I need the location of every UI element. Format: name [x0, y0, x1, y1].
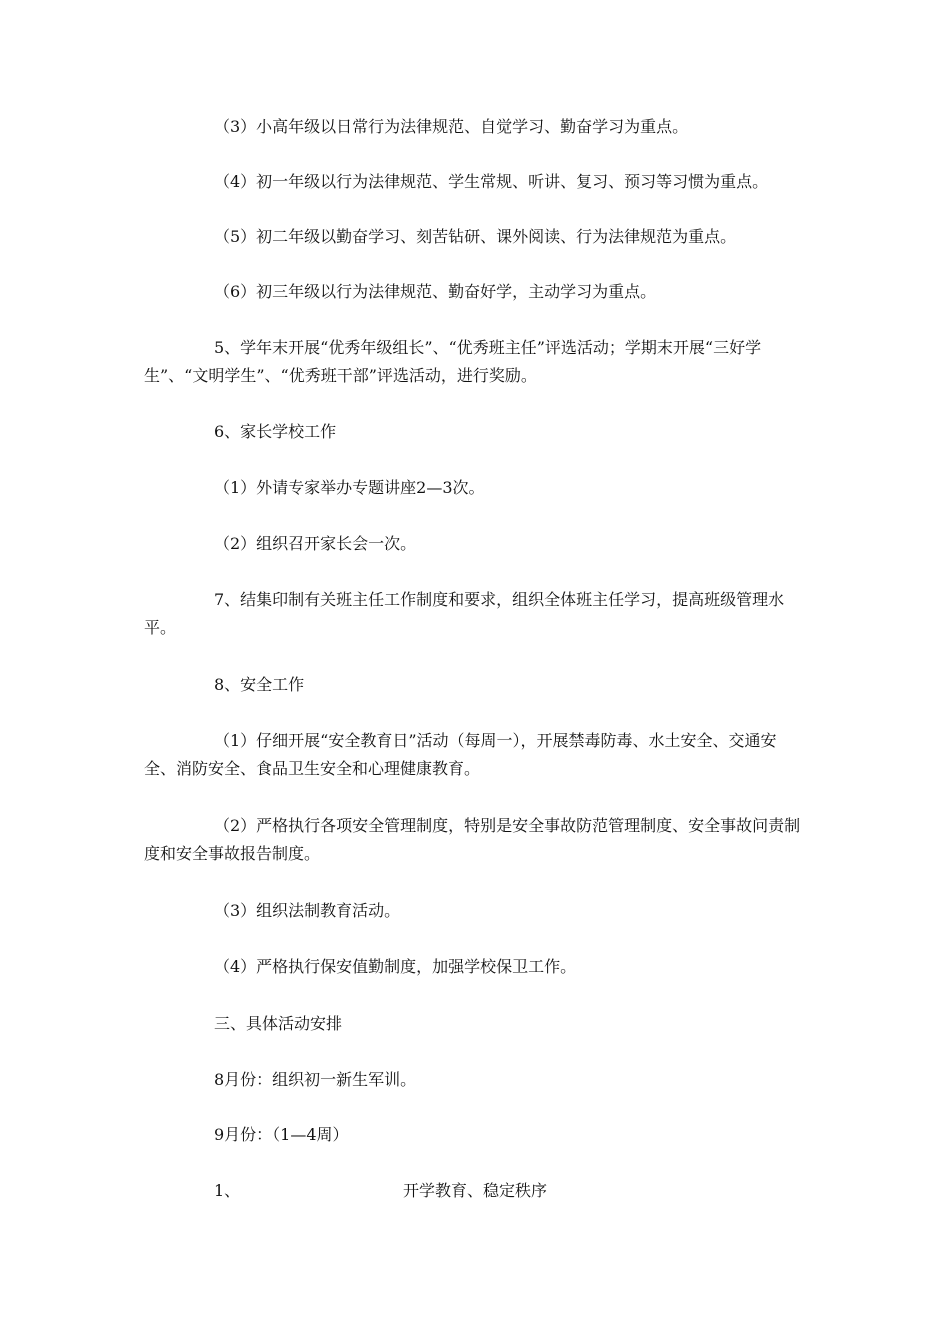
paragraph: （4）严格执行保安值勤制度，加强学校保卫工作。	[214, 957, 577, 976]
paragraph: 9月份：（1—4周）	[214, 1125, 349, 1144]
paragraph: （2）严格执行各项安全管理制度，特别是安全事故防范管理制度、安全事故问责制度和安全事故报告制度。	[144, 816, 801, 863]
paragraph: 7、结集印制有关班主任工作制度和要求，组织全体班主任学习，提高班级管理水平。	[144, 590, 785, 637]
list-item-text: 开学教育、稳定秩序	[403, 1181, 548, 1200]
paragraph: 8月份：组织初一新生军训。	[214, 1070, 417, 1089]
paragraph: （5）初二年级以勤奋学习、刻苦钻研、课外阅读、行为法律规范为重点。	[214, 227, 737, 246]
paragraph: （1）外请专家举办专题讲座2—3次。	[214, 478, 485, 497]
paragraph: （4）初一年级以行为法律规范、学生常规、听讲、复习、预习等习惯为重点。	[214, 172, 769, 191]
section-heading: 三、具体活动安排	[214, 1014, 343, 1033]
paragraph: 6、家长学校工作	[214, 422, 337, 441]
paragraph: 8、安全工作	[214, 675, 305, 694]
paragraph: 5、学年末开展“优秀年级组长”、“优秀班主任”评选活动；学期末开展“三好学生”、“文明学生”、“优秀班干部”评选活动，进行奖励。	[144, 338, 762, 385]
list-item-number: 1、	[214, 1181, 241, 1200]
paragraph: （2）组织召开家长会一次。	[214, 534, 417, 553]
paragraph: （1）仔细开展“安全教育日”活动（每周一），开展禁毒防毒、水土安全、交通安全、消防安全、食品卫生安全和心理健康教育。	[144, 731, 777, 778]
paragraph: （3）小高年级以日常行为法律规范、自觉学习、勤奋学习为重点。	[214, 117, 689, 136]
paragraph: （3）组织法制教育活动。	[214, 901, 401, 920]
paragraph: （6）初三年级以行为法律规范、勤奋好学，主动学习为重点。	[214, 282, 657, 301]
